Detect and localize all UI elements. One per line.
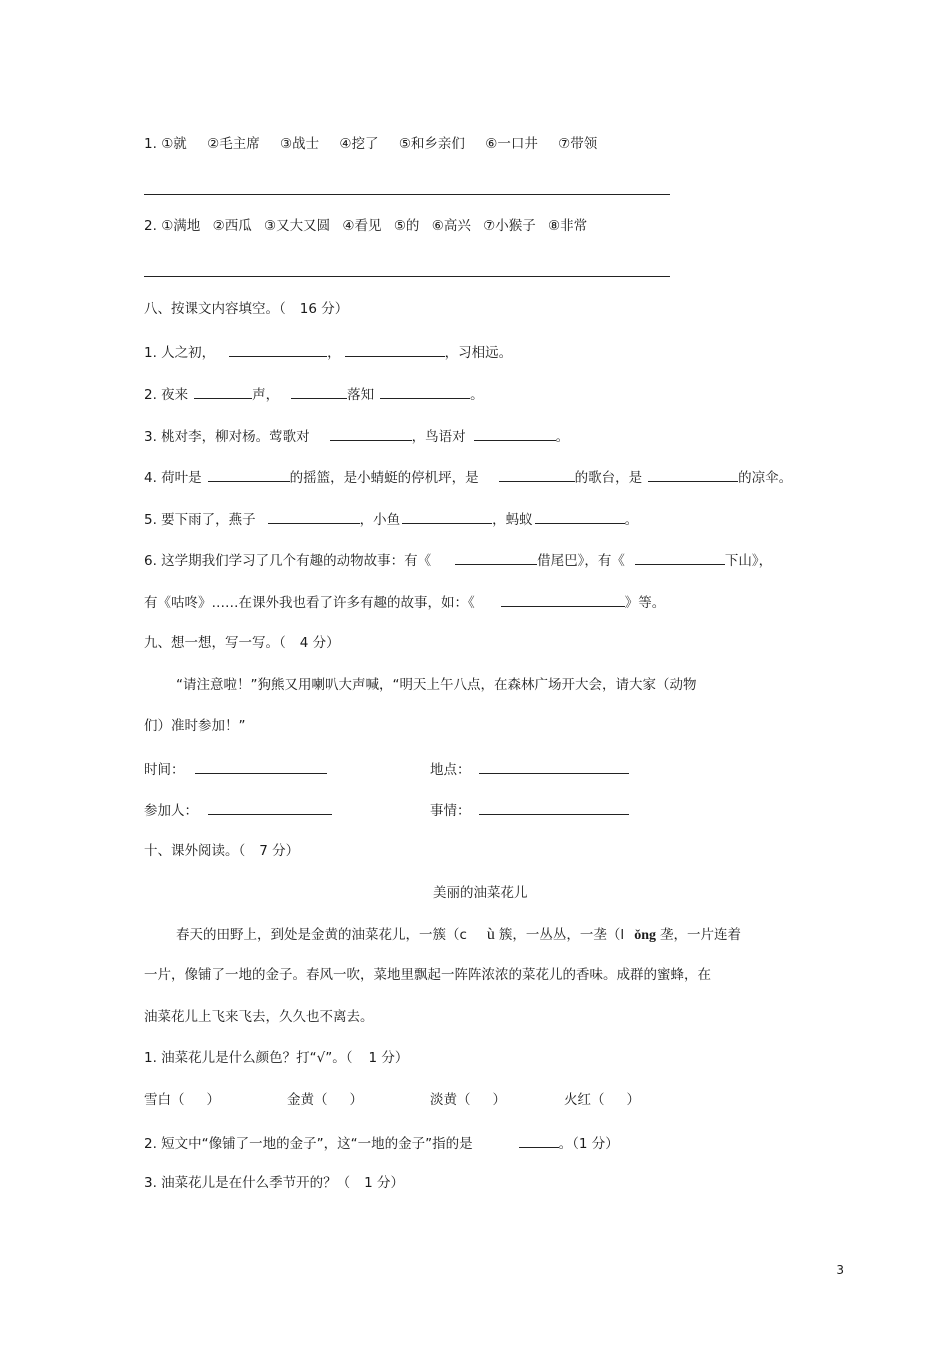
word-card: ⑦带领 xyxy=(558,136,598,152)
fill-blank[interactable] xyxy=(648,467,738,482)
word-card: ④挖了 xyxy=(339,136,379,152)
passage-line-2: 一片，像铺了一地的金子。春风一吹，菜地里飘起一阵阵浓浓的菜花儿的香味。成群的蜜蜂，在 xyxy=(144,967,711,983)
word-card: ⑥高兴 xyxy=(431,218,471,234)
fill-blank[interactable] xyxy=(499,467,575,482)
word-card: ③战士 xyxy=(280,136,320,152)
sec8-q6-cont: 有《咕咚》……在课外我也看了许多有趣的故事，如：《 》等。 xyxy=(144,592,665,612)
passage-line-1: 春天的田野上，到处是金黄的油菜花儿，一簇（c ù 簇，一丛丛，一垄（l ǒng 垄，一片连着 xyxy=(176,926,741,943)
word-card: ⑥一口井 xyxy=(485,136,538,152)
word-card: ②西瓜 xyxy=(212,218,252,234)
word-card: ⑤和乡亲们 xyxy=(398,136,465,152)
word-card: ②毛主席 xyxy=(207,136,260,152)
fill-blank[interactable] xyxy=(501,592,625,607)
sec8-q6: 6. 这学期我们学习了几个有趣的动物故事：有《 借尾巴》，有《 下山》， xyxy=(144,550,772,570)
sec9-paragraph-2: 们）准时参加！” xyxy=(144,718,246,734)
fill-blank[interactable] xyxy=(208,800,332,815)
word-card: ④看见 xyxy=(342,218,382,234)
sec9-heading: 九、想一想，写一写。（ 4 分） xyxy=(144,635,340,651)
sec8-q1: 1. 人之初， ， ，习相远。 xyxy=(144,342,512,362)
fill-blank[interactable] xyxy=(208,467,290,482)
fill-blank[interactable] xyxy=(455,550,537,565)
fill-blank[interactable] xyxy=(229,342,327,357)
passage-line-3: 油菜花儿上飞来飞去，久久也不离去。 xyxy=(144,1009,374,1025)
people-field: 参加人： xyxy=(144,800,332,820)
pinyin: ù xyxy=(486,926,495,943)
fill-blank[interactable] xyxy=(380,384,470,399)
word-card: ③又大又圆 xyxy=(264,218,331,234)
word-card: ⑤的 xyxy=(393,218,420,234)
fill-blank[interactable] xyxy=(291,384,347,399)
fill-blank[interactable] xyxy=(535,509,625,524)
reading-q1: 1. 油菜花儿是什么颜色？打“√”。（ 1 分） xyxy=(144,1050,409,1066)
time-field: 时间： xyxy=(144,759,327,779)
sec8-q4: 4. 荷叶是 的摇篮，是小蜻蜓的停机坪，是 的歌台，是 的凉伞。 xyxy=(144,467,792,487)
sec7-q1 xyxy=(144,135,597,153)
fill-blank[interactable] xyxy=(195,759,327,774)
option-pale-yellow[interactable]: 淡黄（ ） xyxy=(430,1092,506,1108)
answer-line[interactable] xyxy=(144,194,670,195)
fill-blank[interactable] xyxy=(345,342,445,357)
fill-blank[interactable] xyxy=(635,550,725,565)
fill-blank[interactable] xyxy=(474,426,556,441)
word-card: ⑦小猴子 xyxy=(483,218,536,234)
sec8-q2: 2. 夜来 声， 落知 。 xyxy=(144,384,484,404)
q2-number: 2. xyxy=(144,218,157,234)
fill-blank[interactable] xyxy=(479,800,629,815)
sec8-heading: 八、按课文内容填空。（ 16 分） xyxy=(144,301,349,317)
sec8-q3: 3. 桃对李，柳对杨。莺歌对 ，鸟语对 。 xyxy=(144,426,569,446)
sec7-q2 xyxy=(144,217,587,235)
reading-q3: 3. 油菜花儿是在什么季节开的？（ 1 分） xyxy=(144,1175,405,1191)
sec8-q5: 5. 要下雨了，燕子 ，小鱼 ，蚂蚁 。 xyxy=(144,509,638,529)
reading-q2: 2. 短文中“像铺了一地的金子”，这“一地的金子”指的是 。（1 分） xyxy=(144,1133,619,1153)
answer-line[interactable] xyxy=(144,276,670,277)
fill-blank[interactable] xyxy=(268,509,360,524)
fill-blank[interactable] xyxy=(194,384,252,399)
passage-title: 美丽的油菜花儿 xyxy=(433,885,528,901)
fill-blank[interactable] xyxy=(402,509,492,524)
place-field: 地点： xyxy=(430,759,629,779)
word-card: ①满地 xyxy=(161,218,201,234)
fill-blank[interactable] xyxy=(330,426,412,441)
sec10-heading: 十、课外阅读。（ 7 分） xyxy=(144,843,300,859)
fill-blank[interactable] xyxy=(479,759,629,774)
fill-blank[interactable] xyxy=(519,1133,559,1148)
sec9-paragraph-1: “请注意啦！”狗熊又用喇叭大声喊，“明天上午八点，在森林广场开大会，请大家（动物 xyxy=(176,677,697,693)
event-field: 事情： xyxy=(430,800,629,820)
pinyin: ǒng xyxy=(634,928,656,943)
word-card: ①就 xyxy=(161,136,187,152)
option-golden-yellow[interactable]: 金黄（ ） xyxy=(287,1092,363,1108)
option-snow-white[interactable]: 雪白（ ） xyxy=(144,1092,220,1108)
option-fire-red[interactable]: 火红（ ） xyxy=(564,1092,640,1108)
word-card: ⑧非常 xyxy=(548,218,588,234)
page-number: 3 xyxy=(836,1263,844,1277)
q1-number: 1. xyxy=(144,136,157,152)
